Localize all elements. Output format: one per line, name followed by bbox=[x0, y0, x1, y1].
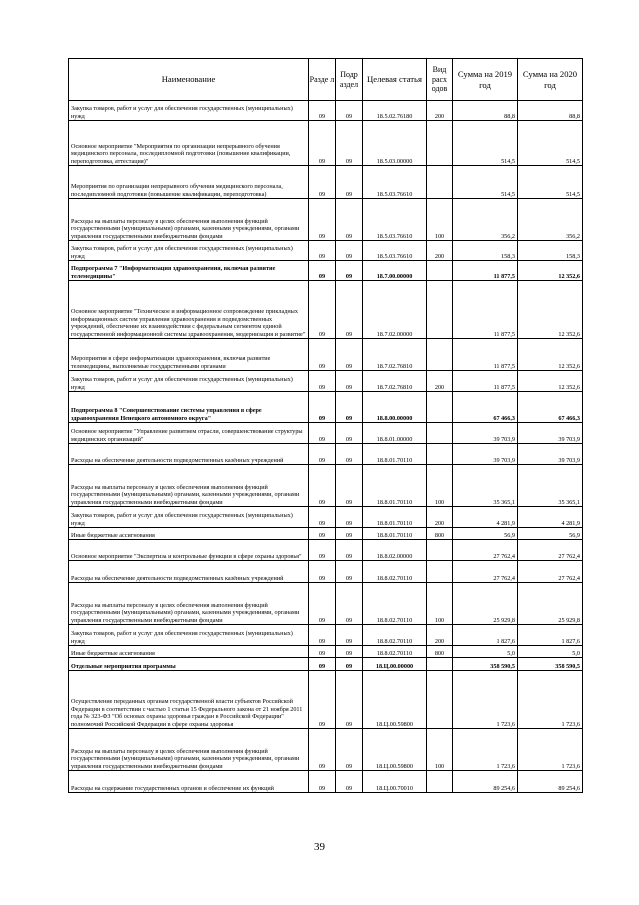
cell-name: Закупка товаров, работ и услуг для обеспечения государственных (муниципальных) нужд bbox=[69, 507, 309, 528]
table-row bbox=[69, 444, 583, 465]
cell-sum-2019: 11 877,5 bbox=[453, 339, 518, 371]
cell-sum-2020: 27 762,4 bbox=[518, 561, 583, 583]
cell-name: Основное мероприятие "Управление развитием отрасли, совершенствование структуры медицинских организаций" bbox=[69, 423, 309, 444]
cell-sum-2020: 39 703,9 bbox=[518, 423, 583, 444]
cell-target: 18.8.01.70110 bbox=[363, 507, 427, 528]
cell-exp-type bbox=[427, 121, 453, 166]
page-number: 39 bbox=[314, 841, 325, 853]
cell-sum-2019: 11 877,5 bbox=[453, 261, 518, 281]
cell-exp-type: 200 bbox=[427, 371, 453, 392]
cell-name: Закупка товаров, работ и услуг для обеспечения государственных (муниципальных) нужд bbox=[69, 241, 309, 261]
header-section: Разде л bbox=[309, 59, 336, 101]
table-row bbox=[69, 166, 583, 199]
cell-section: 09 bbox=[309, 371, 336, 392]
cell-name: Расходы на выплаты персоналу в целях обеспечения выполнения функций государственными (муниципальными) органами, казенными учреждениями, органами управления государственными внебюджетными фондами bbox=[69, 199, 309, 241]
cell-sum-2019: 88,8 bbox=[453, 101, 518, 121]
cell-exp-type: 200 bbox=[427, 507, 453, 528]
cell-exp-type bbox=[427, 392, 453, 423]
cell-name: Закупка товаров, работ и услуг для обеспечения государственных (муниципальных) нужд bbox=[69, 101, 309, 121]
cell-exp-type bbox=[427, 771, 453, 793]
cell-subsection: 09 bbox=[336, 423, 363, 444]
cell-exp-type bbox=[427, 261, 453, 281]
cell-exp-type bbox=[427, 339, 453, 371]
cell-name: Закупка товаров, работ и услуг для обеспечения государственных (муниципальных) нужд bbox=[69, 625, 309, 646]
cell-sum-2020: 56,9 bbox=[518, 528, 583, 540]
cell-name: Иные бюджетные ассигнования bbox=[69, 646, 309, 658]
cell-section: 09 bbox=[309, 465, 336, 507]
cell-subsection: 09 bbox=[336, 646, 363, 658]
cell-section: 09 bbox=[309, 101, 336, 121]
cell-subsection: 09 bbox=[336, 625, 363, 646]
cell-sum-2019: 158,3 bbox=[453, 241, 518, 261]
cell-section: 09 bbox=[309, 625, 336, 646]
cell-sum-2020: 12 352,6 bbox=[518, 261, 583, 281]
cell-section: 09 bbox=[309, 583, 336, 625]
cell-sum-2020: 356,2 bbox=[518, 199, 583, 241]
cell-sum-2019: 1 723,6 bbox=[453, 729, 518, 771]
header-exp-type: Вид расх одов bbox=[427, 59, 453, 101]
cell-section: 09 bbox=[309, 423, 336, 444]
cell-name: Отдельные мероприятия программы bbox=[69, 658, 309, 671]
cell-target: 18.Ц.00.59800 bbox=[363, 671, 427, 729]
table-row bbox=[69, 540, 583, 561]
cell-section: 09 bbox=[309, 121, 336, 166]
budget-table bbox=[68, 58, 583, 793]
cell-subsection: 09 bbox=[336, 101, 363, 121]
header-target: Целевая статья bbox=[363, 59, 427, 101]
cell-exp-type bbox=[427, 561, 453, 583]
cell-target: 18.8.02.70110 bbox=[363, 646, 427, 658]
cell-subsection: 09 bbox=[336, 465, 363, 507]
cell-subsection: 09 bbox=[336, 166, 363, 199]
cell-sum-2019: 27 762,4 bbox=[453, 561, 518, 583]
cell-name: Расходы на выплаты персоналу в целях обеспечения выполнения функций государственными (муниципальными) органами, казенными учреждениями, органами управления государственными внебюджетными фондами bbox=[69, 583, 309, 625]
cell-section: 09 bbox=[309, 771, 336, 793]
cell-section: 09 bbox=[309, 540, 336, 561]
table-row bbox=[69, 507, 583, 528]
cell-sum-2020: 5,0 bbox=[518, 646, 583, 658]
cell-target: 18.5.03.00000 bbox=[363, 121, 427, 166]
cell-target: 18.7.00.00000 bbox=[363, 261, 427, 281]
cell-sum-2020: 12 352,6 bbox=[518, 371, 583, 392]
cell-name: Расходы на обеспечение деятельности подведомственных казённых учреждений bbox=[69, 561, 309, 583]
table-row bbox=[69, 646, 583, 658]
cell-subsection: 09 bbox=[336, 729, 363, 771]
table-row bbox=[69, 261, 583, 281]
cell-name: Основное мероприятие "Техническое и информационное сопровождение прикладных информационных систем управления здравоохранения и подведомственных учреждений, обеспечение их взаимодействия с федеральным сегментом единой государственной информационной системы здравоохранения, модернизация и развитие" bbox=[69, 281, 309, 339]
cell-sum-2019: 5,0 bbox=[453, 646, 518, 658]
cell-section: 09 bbox=[309, 507, 336, 528]
cell-exp-type bbox=[427, 540, 453, 561]
cell-subsection: 09 bbox=[336, 392, 363, 423]
cell-target: 18.8.02.00000 bbox=[363, 540, 427, 561]
cell-subsection: 09 bbox=[336, 540, 363, 561]
cell-target: 18.8.02.70110 bbox=[363, 561, 427, 583]
cell-section: 09 bbox=[309, 729, 336, 771]
cell-name: Основное мероприятие "Мероприятия по организации непрерывного обучения медицинского персонала, последипломной подготовки (повышение квалификации, переподготовка, аттестация)" bbox=[69, 121, 309, 166]
cell-name: Осуществление переданных органам государственной власти субъектов Российской Федерации в соответствии с частью 1 статьи 15 Федерального закона от 21 ноября 2011 года № 323-ФЗ "Об основах охраны здоровья граждан в Российской Федерации" полномочий Российской Федерации в сфере охраны здоровья bbox=[69, 671, 309, 729]
cell-sum-2019: 39 703,9 bbox=[453, 444, 518, 465]
cell-section: 09 bbox=[309, 281, 336, 339]
cell-sum-2019: 1 827,6 bbox=[453, 625, 518, 646]
cell-target: 18.Ц.00.70010 bbox=[363, 771, 427, 793]
cell-sum-2020: 514,5 bbox=[518, 121, 583, 166]
cell-section: 09 bbox=[309, 392, 336, 423]
cell-target: 18.8.01.00000 bbox=[363, 423, 427, 444]
cell-exp-type: 200 bbox=[427, 241, 453, 261]
cell-name: Основное мероприятие "Экспертиза и контрольные функции в сфере охраны здоровья" bbox=[69, 540, 309, 561]
header-sum-2019: Сумма на 2019 год bbox=[453, 59, 518, 101]
table-row bbox=[69, 199, 583, 241]
cell-exp-type: 200 bbox=[427, 101, 453, 121]
cell-sum-2019: 89 254,6 bbox=[453, 771, 518, 793]
cell-section: 09 bbox=[309, 241, 336, 261]
cell-name: Иные бюджетные ассигнования bbox=[69, 528, 309, 540]
cell-section: 09 bbox=[309, 444, 336, 465]
table-row bbox=[69, 561, 583, 583]
cell-sum-2019: 11 877,5 bbox=[453, 371, 518, 392]
cell-section: 09 bbox=[309, 166, 336, 199]
cell-sum-2019: 27 762,4 bbox=[453, 540, 518, 561]
cell-exp-type bbox=[427, 658, 453, 671]
table-row bbox=[69, 658, 583, 671]
table-row bbox=[69, 392, 583, 423]
header-name: Наименование bbox=[69, 59, 309, 101]
cell-name: Закупка товаров, работ и услуг для обеспечения государственных (муниципальных) нужд bbox=[69, 371, 309, 392]
cell-name: Расходы на выплаты персоналу в целях обеспечения выполнения функций государственными (муниципальными) органами, казенными учреждениями, органами управления государственными внебюджетными фондами bbox=[69, 729, 309, 771]
cell-name: Расходы на выплаты персоналу в целях обеспечения выполнения функций государственными (муниципальными) органами, казенными учреждениями, органами управления государственными внебюджетными фондами bbox=[69, 465, 309, 507]
cell-sum-2019: 514,5 bbox=[453, 121, 518, 166]
cell-sum-2019: 11 877,5 bbox=[453, 281, 518, 339]
cell-subsection: 09 bbox=[336, 658, 363, 671]
cell-exp-type: 100 bbox=[427, 465, 453, 507]
cell-subsection: 09 bbox=[336, 583, 363, 625]
cell-sum-2020: 1 723,6 bbox=[518, 671, 583, 729]
cell-sum-2020: 39 703,9 bbox=[518, 444, 583, 465]
cell-sum-2020: 1 723,6 bbox=[518, 729, 583, 771]
table-row bbox=[69, 729, 583, 771]
header-sum-2020: Сумма на 2020 год bbox=[518, 59, 583, 101]
cell-exp-type bbox=[427, 671, 453, 729]
table-row bbox=[69, 339, 583, 371]
cell-exp-type bbox=[427, 444, 453, 465]
cell-subsection: 09 bbox=[336, 281, 363, 339]
cell-name: Мероприятия в сфере информатизации здравоохранения, включая развитие телемедицины, выполняемые государственными органами bbox=[69, 339, 309, 371]
cell-sum-2020: 4 281,9 bbox=[518, 507, 583, 528]
cell-target: 18.5.03.76610 bbox=[363, 166, 427, 199]
cell-exp-type: 800 bbox=[427, 528, 453, 540]
table-row bbox=[69, 465, 583, 507]
table-row bbox=[69, 281, 583, 339]
cell-subsection: 09 bbox=[336, 771, 363, 793]
cell-sum-2020: 88,8 bbox=[518, 101, 583, 121]
cell-sum-2020: 514,5 bbox=[518, 166, 583, 199]
cell-exp-type bbox=[427, 166, 453, 199]
cell-name: Расходы на обеспечение деятельности подведомственных казённых учреждений bbox=[69, 444, 309, 465]
cell-section: 09 bbox=[309, 261, 336, 281]
cell-sum-2020: 89 254,6 bbox=[518, 771, 583, 793]
cell-subsection: 09 bbox=[336, 339, 363, 371]
cell-sum-2019: 35 365,1 bbox=[453, 465, 518, 507]
table-row bbox=[69, 241, 583, 261]
cell-exp-type bbox=[427, 423, 453, 444]
cell-target: 18.5.02.76180 bbox=[363, 101, 427, 121]
cell-section: 09 bbox=[309, 561, 336, 583]
cell-sum-2019: 514,5 bbox=[453, 166, 518, 199]
cell-sum-2019: 356,2 bbox=[453, 199, 518, 241]
cell-name: Подпрограмма 8 "Совершенствование системы управления в сфере здравоохранения Ненецкого автономного округа" bbox=[69, 392, 309, 423]
table-row bbox=[69, 625, 583, 646]
table-row bbox=[69, 371, 583, 392]
cell-name: Подпрограмма 7 "Информатизация здравоохранения, включая развитие телемедицины" bbox=[69, 261, 309, 281]
cell-target: 18.8.00.00000 bbox=[363, 392, 427, 423]
table-body bbox=[69, 101, 583, 793]
cell-target: 18.5.03.76610 bbox=[363, 199, 427, 241]
cell-sum-2019: 67 466,3 bbox=[453, 392, 518, 423]
table-row bbox=[69, 101, 583, 121]
cell-target: 18.5.03.76610 bbox=[363, 241, 427, 261]
cell-name: Мероприятия по организации непрерывного обучения медицинского персонала, последипломной подготовки (повышение квалификации, переподготовка) bbox=[69, 166, 309, 199]
cell-subsection: 09 bbox=[336, 241, 363, 261]
cell-sum-2020: 158,3 bbox=[518, 241, 583, 261]
cell-name: Расходы на содержание государственных органов и обеспечение их функций bbox=[69, 771, 309, 793]
cell-sum-2020: 12 352,6 bbox=[518, 339, 583, 371]
cell-subsection: 09 bbox=[336, 561, 363, 583]
cell-target: 18.8.01.70110 bbox=[363, 444, 427, 465]
table-row bbox=[69, 121, 583, 166]
cell-section: 09 bbox=[309, 339, 336, 371]
cell-exp-type: 100 bbox=[427, 199, 453, 241]
cell-sum-2019: 1 723,6 bbox=[453, 671, 518, 729]
cell-target: 18.Ц.00.00000 bbox=[363, 658, 427, 671]
cell-section: 09 bbox=[309, 671, 336, 729]
cell-subsection: 09 bbox=[336, 528, 363, 540]
cell-sum-2020: 25 929,8 bbox=[518, 583, 583, 625]
cell-sum-2019: 4 281,9 bbox=[453, 507, 518, 528]
table-row bbox=[69, 771, 583, 793]
cell-target: 18.7.02.76810 bbox=[363, 371, 427, 392]
table-row bbox=[69, 528, 583, 540]
cell-sum-2019: 56,9 bbox=[453, 528, 518, 540]
cell-target: 18.8.02.70110 bbox=[363, 625, 427, 646]
cell-sum-2019: 358 590,5 bbox=[453, 658, 518, 671]
cell-exp-type bbox=[427, 281, 453, 339]
cell-section: 09 bbox=[309, 658, 336, 671]
cell-sum-2020: 27 762,4 bbox=[518, 540, 583, 561]
budget-table-sheet bbox=[68, 58, 582, 793]
cell-subsection: 09 bbox=[336, 507, 363, 528]
cell-subsection: 09 bbox=[336, 261, 363, 281]
cell-target: 18.7.02.00000 bbox=[363, 281, 427, 339]
cell-exp-type: 100 bbox=[427, 729, 453, 771]
cell-target: 18.8.02.70110 bbox=[363, 583, 427, 625]
table-row bbox=[69, 423, 583, 444]
cell-sum-2020: 1 827,6 bbox=[518, 625, 583, 646]
cell-sum-2020: 35 365,1 bbox=[518, 465, 583, 507]
cell-subsection: 09 bbox=[336, 371, 363, 392]
cell-sum-2020: 12 352,6 bbox=[518, 281, 583, 339]
table-header-row bbox=[69, 59, 583, 101]
table-row bbox=[69, 583, 583, 625]
cell-sum-2019: 25 929,8 bbox=[453, 583, 518, 625]
cell-section: 09 bbox=[309, 528, 336, 540]
cell-subsection: 09 bbox=[336, 121, 363, 166]
cell-sum-2020: 358 590,5 bbox=[518, 658, 583, 671]
table-row bbox=[69, 671, 583, 729]
cell-target: 18.Ц.00.59800 bbox=[363, 729, 427, 771]
cell-subsection: 09 bbox=[336, 199, 363, 241]
cell-target: 18.8.01.70110 bbox=[363, 465, 427, 507]
cell-sum-2019: 39 703,9 bbox=[453, 423, 518, 444]
cell-section: 09 bbox=[309, 199, 336, 241]
cell-target: 18.7.02.76810 bbox=[363, 339, 427, 371]
cell-exp-type: 200 bbox=[427, 625, 453, 646]
cell-sum-2020: 67 466,3 bbox=[518, 392, 583, 423]
cell-subsection: 09 bbox=[336, 671, 363, 729]
cell-exp-type: 100 bbox=[427, 583, 453, 625]
cell-subsection: 09 bbox=[336, 444, 363, 465]
cell-section: 09 bbox=[309, 646, 336, 658]
cell-target: 18.8.01.70110 bbox=[363, 528, 427, 540]
cell-exp-type: 800 bbox=[427, 646, 453, 658]
header-subsection: Подр аздел bbox=[336, 59, 363, 101]
